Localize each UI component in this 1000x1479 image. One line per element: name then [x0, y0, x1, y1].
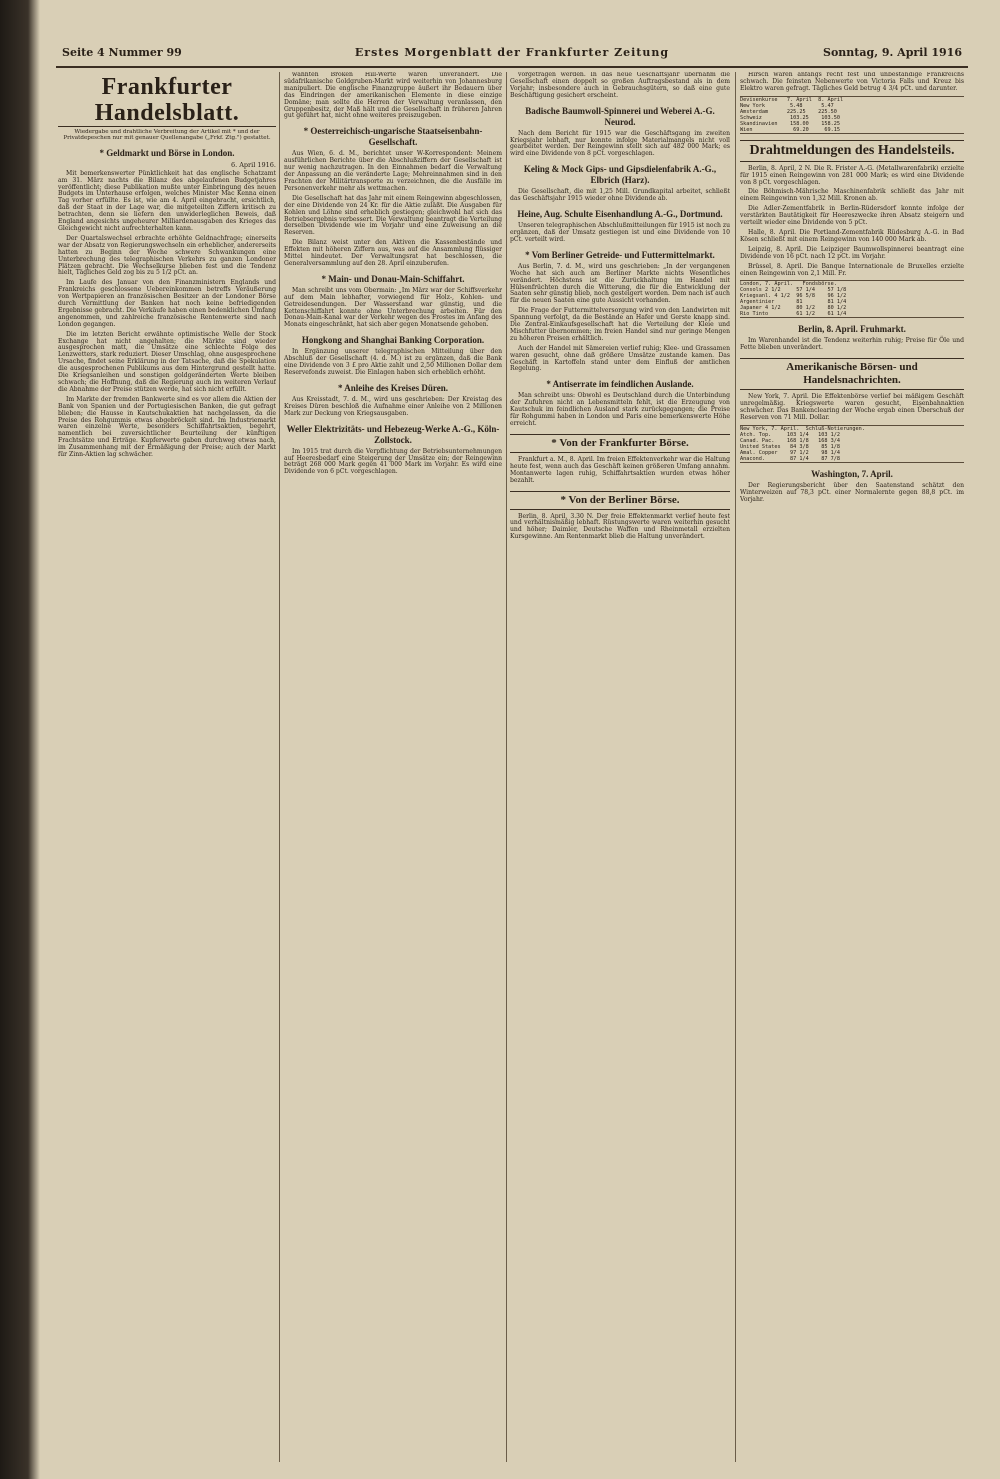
masthead-note: Wiedergabe und drahtliche Verbreitung der Artikel mit * und der Privatdepeschen nur mit genauer Quellenangabe („Frkf. Ztg.") gestattet.	[63, 129, 271, 142]
edition-title: Erstes Morgenblatt der Frankfurter Zeitung	[354, 46, 670, 59]
article-paragraph: Man schreibt uns vom Obermain: „Im März war der Schiffsverkehr auf dem Main lebhafter, vorwiegend für Holz-, Kohlen- und Getreidesendungen. Der Wasserstand war günstig, und die Kettenschiffahrt konnte ohne Unterbrechung arbeiten. Für den Donau-Main-Kanal war der Verkehr wegen des Frostes im Anfang des Monats eingeschränkt, hat sich aber gegen Monatsende gehoben.	[284, 286, 502, 329]
article-headline: * Anleihe des Kreises Düren.	[338, 382, 448, 393]
article-headline: * Antiserrate im feindlichen Auslande.	[546, 379, 694, 390]
article-paragraph: Mit bemerkenswerter Pünktlichkeit hat das englische Schatzamt am 31. März nachts die Bilanz des abgelaufenen Budgetjahres veröffentlicht; diese Publikation mußte unter Einbringung des neuen Budgets im Unterhause erfolgen, welches Minister Mac Kenna einen Tag vorher erfüllte. Es ist, wie am 4. April eingebracht, ersichtlich, daß der Staat in der Lage war, die mitgeteilten Ziffern kritisch zu betrachten, denn sie liefern den unwiderleglichen Beweis, daß England angesichts ungeheurer Milliardenausgaben des Krieges das Gleichgewicht nicht aufrechterhalten kann.	[58, 169, 276, 232]
article-paragraph: Der Quartalswechsel erbrachte erhöhte Geldnachfrage; einerseits war der Absatz von Regierungswechseln ein erheblicher, andererseits hatten zu Beginn der Woche schwere Schwankungen eine Unterbrechung des telegraphischen Verkehrs zu ganzen Londoner Plätzen gebracht. Die Wechselkurse blieben fest und die Tendenz hielt, Tägliches Geld zog bis zu 5 1/2 pCt. an.	[58, 234, 276, 277]
article-paragraph: Berlin, 8. April, 3.30 N. Der freie Effektenmarkt verlief heute fest und verhältnismäßig lebhaft. Rüstungswerte waren weiterhin gesucht und höher; Daimler, Deutsche Waffen und Rheinmetall erzielten Kursgewinne. Am Rentenmarkt blieb die Haltung unverändert.	[510, 512, 730, 541]
article-headline: Weller Elektrizitäts- und Hebezeug-Werke A.-G., Köln-Zollstock.	[286, 423, 500, 445]
article-paragraph: Aus Kreisstadt, 7. d. M., wird uns geschrieben: Der Kreistag des Kreises Düren beschloß die Aufnahme einer Anleihe von 2 Millionen Mark zur Deckung von Kriegsausgaben.	[284, 395, 502, 417]
issue-date: Sonntag, 9. April 1916	[823, 46, 962, 59]
section-heading: * Von der Berliner Börse.	[510, 491, 730, 510]
article-paragraph: Die im letzten Bericht erwähnte optimistische Welle der Stock Exchange hat nicht angehalten; die Märkte sind wieder ausgesprochen matt, die Umsätze eine schlechte Folge des Lenzwetters, stark reduziert. Dieser Umschlag, ohne ausgesprochene Ursache, findet seine Erklärung in der Tatsache, daß die Spekulation die ausgesprochenen Publikums aus dem Hintergrund gestellt hatte. Die Kriegsanleihen und sonstigen goldgeränderten Werte bleiben schwach; die Hoffnung, daß die Regierung auch im weiteren Verlauf die Abnahme der Preise stützen werde, hat sich nicht erfüllt.	[58, 330, 276, 393]
article-headline: Washington, 7. April.	[811, 468, 893, 479]
column-2	[284, 72, 502, 1467]
article-paragraph: New York, 7. April. Die Effektenbörse verlief bei mäßigem Geschäft unregelmäßig. Kriegswerte waren gesucht, Eisenbahnaktien schwächer. Das Bankenclearing der Woche ergab einen Überschuß der Reserven von 71 Mill. Dollar.	[740, 393, 964, 421]
article-paragraph: Man schreibt uns: Obwohl es Deutschland durch die Unterbindung der Zufuhren nicht an Lebensmitteln fehlt, ist die Erzeugung von Kautschuk im feindlichen Ausland stark zurückgegangen; die Preise für Rohgummi haben in London und Paris eine bemerkenswerte Höhe erreicht.	[510, 392, 730, 427]
article-paragraph: vorgetragen werden. In das neue Geschäftsjahr übernahm die Gesellschaft einen doppelt so großen Auftragsbestand als in dem Vorjahr; insbesondere auch in Gebrauchsgütern, so daß eine gute Beschäftigung gesichert erscheint.	[510, 72, 730, 99]
article-paragraph: Im Markte der fremden Bankwerte sind es vor allem die Aktien der Bank von Spanien und der Portugiesischen Banken, die gut gefragt blieben; die Hausse in Kautschukaktien hat nachgelassen, da die Preise des Rohgummis etwas abgebröckelt sind. Im Industriemarkt waren einzelne Werte, besonders Schiffahrtsaktien, begehrt, namentlich bei zuversichtlicher Beurteilung der künftigen Frachtsätze und Erträge. Kupferwerte gaben durchweg etwas nach, im Zusammenhang mit der Ermäßigung der Preise; auch der Markt für Zinn-Aktien lag schwächer.	[58, 395, 276, 459]
section-heading: Drahtmeldungen des Handelsteils.	[740, 140, 964, 162]
article-paragraph: Brüssel, 8. April. Die Banque Internationale de Bruxelles erzielte einen Reingewinn von 2,1 Mill. Fr.	[740, 262, 964, 277]
article-paragraph: Aus Berlin, 7. d. M., wird uns geschrieben: „In der vergangenen Woche hat sich auch am Berliner Markte nichts Wesentliches verändert. Höchstens ist die Zurückhaltung im Handel mit Hülsenfrüchten durch die Witterung, die für die Entwicklung der Saaten sehr günstig blieb, noch gesteigert worden. Dem nach ist auch für die neuen Saaten eine gute Aussicht vorhanden.	[510, 262, 730, 305]
london-fonds-table: London, 7. April. Fondsbörse. Consols 2 1/2 57 1/4 57 1/8 Kriegsanl. 4 1/2 96 5/8 96 1/2 Argentinier 81 81 1/4 Japaner 4 1/2 80 1/2 80 1/2 Rio Tinto 61 1/2 61 1/4	[740, 280, 964, 318]
column-4	[740, 72, 964, 1467]
article-paragraph: Die Bilanz weist unter den Aktiven die Kassenbestände und Effekten mit höheren Ziffern aus, was auf die Ansammlung flüssiger Mittel hindeutet. Der Verwaltungsrat hat beschlossen, die Generalversammlung auf den 28. April einzuberufen.	[284, 239, 502, 267]
page-number: Seite 4 Nummer 99	[62, 46, 182, 59]
section-heading: Amerikanische Börsen- und Handelsnachrichten.	[740, 358, 964, 390]
article-headline: Keling & Mock Gips- und Gipsdielenfabrik A.-G., Elbrich (Harz).	[523, 164, 717, 186]
article-paragraph: Die Gesellschaft hat das Jahr mit einem Reingewinn abgeschlossen, der eine Dividende von 24 Kr. für die Aktie zuläßt. Die Ausgaben für Kohlen und Löhne sind erheblich gestiegen; gleichwohl hat sich das Betriebsergebnis verbessert. Die Verwaltung beantragt die Verteilung derselben Dividende wie im Vorjahr und eine Zuweisung an die Reserven.	[284, 194, 502, 237]
article-paragraph: Nach dem Bericht für 1915 war die Geschäftsgang im zweiten Kriegsjahr lebhaft, nur konnte infolge Materialmangels nicht voll gearbeitet werden. Der Reingewinn stellt sich auf 482 000 Mark; es wird eine Dividende von 8 pCt. vorgeschlagen.	[510, 129, 730, 158]
article-headline: * Main- und Donau-Main-Schiffahrt.	[321, 273, 465, 284]
article-paragraph: Berlin, 8. April, 2 N. Die R. Frister A.-G. (Metallwarenfabrik) erzielte für 1915 einen Reingewinn von 281 000 Mark; es wird eine Dividende von 8 pCt. vorgeschlagen.	[740, 164, 964, 186]
page-binding-edge	[0, 0, 40, 1479]
column-rule	[735, 72, 736, 1462]
article-date: 6. April 1916.	[230, 160, 276, 169]
article-headline: * Geldmarkt und Börse in London.	[99, 147, 235, 158]
article-headline: * Oesterreichisch-ungarische Staatseisenbahn-Gesellschaft.	[303, 126, 483, 148]
column-1	[58, 72, 276, 1467]
article-paragraph: Frankfurt a. M., 8. April. Im freien Effektenverkehr war die Haltung heute fest, wenn auch das Geschäft keinen größeren Umfang annahm. Montanwerte lagen ruhig, Schiffahrtsaktien wurden etwas höher bezahlt.	[510, 455, 730, 484]
article-headline: Heine, Aug. Schulte Eisenhandlung A.-G., Dortmund.	[517, 209, 723, 220]
column-rule	[506, 72, 507, 1462]
article-paragraph: Der Regierungsbericht über den Saatenstand schätzt den Winterweizen auf 78,3 pCt. einer Normalernte gegen 88,8 pCt. im Vorjahr.	[740, 481, 964, 503]
column-rule	[279, 72, 280, 1462]
article-paragraph: Aus Wien, 6. d. M., berichtet unser W-Korrespondent: Meinem ausführlichen Berichte über die Abschlußziffern der Gesellschaft ist nur wenig nachzutragen. In den Einnahmen bedarf die Verwaltung der Anpassung an die veränderte Lage; Mehreinnahmen sind in den Frachten der Militärtransporte zu verzeichnen, die die Ausfälle im Personenverkehr mehr als wettmachen.	[284, 150, 502, 192]
article-paragraph: In Ergänzung unserer telegraphischen Mitteilung über den Abschluß der Gesellschaft (4. d. M.) ist zu ergänzen, daß die Bank eine Dividende von 3 £ pro Aktie zahlt und 2,50 Millionen Dollar dem Reservefonds zuweist. Die Einlagen haben sich erheblich erhöht.	[284, 348, 502, 376]
article-paragraph: Im Warenhandel ist die Tendenz weiterhin ruhig; Preise für Öle und Fette blieben unverändert.	[740, 337, 964, 352]
article-headline: Berlin, 8. April. Fruhmarkt.	[798, 324, 906, 335]
article-headline: Hongkong and Shanghai Banking Corporation.	[301, 335, 485, 346]
article-paragraph: Auch der Handel mit Sämereien verlief ruhig; Klee- und Grassamen waren gesucht, ohne daß größere Umsätze zustande kamen. Das Geschäft in Kartoffeln stand unter dem Einfluß der amtlichen Regelung.	[510, 344, 730, 373]
article-paragraph: Die Adler-Zementfabrik in Berlin-Rüdersdorf konnte infolge der verstärkten Bautätigkeit für Heereszwecke ihren Absatz steigern und verteilt wieder eine Dividende von 5 pCt.	[740, 205, 964, 227]
exchange-rate-table: Devisenkurse 7. April 8. April New York 5.48 5.47 Amsterdam 225.25 225.50 Schweiz 103.25 103.50 Skandinavien 158.00 158.25 Wien 69.20 69.15	[740, 96, 964, 134]
section-masthead: Frankfurter Handelsblatt.	[58, 74, 276, 127]
article-paragraph: Hirsch waren anfangs recht fest und unbeständige Frankreichs schwach. Die feinsten Nebenwerte von Victoria Falls und Kreuz bis Elektro waren gefragt. Tägliches Geld betrug 4 3/4 pCt. und darunter.	[740, 72, 964, 92]
section-heading: * Von der Frankfurter Börse.	[510, 434, 730, 453]
article-headline: Badische Baumwoll-Spinnerei und Weberei A.-G. Neurod.	[525, 105, 715, 127]
article-paragraph: Im 1915 trat durch die Verpflichtung der Betriebsunternehmungen auf Heeresbedarf eine Steigerung der Umsätze ein; der Reingewinn beträgt 268 000 Mark gegen 41 000 Mark im Vorjahr. Es wird eine Dividende von 6 pCt. vorgeschlagen.	[284, 447, 502, 476]
new-york-quotes-table: New York, 7. April. Schluß-Notierungen. Atch. Top. 103 1/4 103 1/2 Canad. Pac. 168 1/8 168 3/4 United States 84 3/8 85 1/8 Amal. Copper 97 1/2 98 1/4 Anacond. 87 1/4 87 7/8	[740, 425, 964, 463]
article-paragraph: Unseren telegraphischen Abschlußmitteilungen für 1915 ist noch zu ergänzen, daß der Umsatz gestiegen ist und eine Dividende von 10 pCt. verteilt wird.	[510, 222, 730, 243]
column-3	[510, 72, 730, 1467]
article-paragraph: Die Gesellschaft, die mit 1,25 Mill. Grundkapital arbeitet, schließt das Geschäftsjahr 1915 wieder ohne Dividende ab.	[510, 188, 730, 203]
article-headline: * Vom Berliner Getreide- und Futtermittelmarkt.	[525, 249, 715, 260]
article-paragraph: wähnten Broken Hill-Werte waren unverändert. Die südafrikanische Goldgruben-Markt wird weiterhin von Johannesburg manipuliert. Die englische Finanzgruppe äußert ihr Bedauern über das Eindringen der amerikanischen Elemente in diese einzige Domäne; man sollte die Herren der Verwaltung veranlassen, den Gruppenbesitz, der Maß hält und die Gesellschaft in früheren Jahren gut geführt hat, nicht ohne weiteres preiszugeben.	[284, 72, 502, 120]
page-header	[56, 44, 968, 68]
article-paragraph: Im Laufe des Januar von den Finanzministern Englands und Frankreichs geschlossene Uebereinkommen betreffs Veräußerung von Wertpapieren an französischen Besitzer an der Londoner Börse durch Vermittlung der Banken hat noch keine befriedigenden Ergebnisse gebracht. Die Verkäufe haben einen bedenklichen Umfang angenommen, und zahlreiche französische Rentenwerte sind nach London gegangen.	[58, 279, 276, 328]
article-paragraph: Die Böhmisch-Mährische Maschinenfabrik schließt das Jahr mit einem Reingewinn von 1,32 Mill. Kronen ab.	[740, 188, 964, 203]
article-paragraph: Die Frage der Futtermittelversorgung wird von den Landwirten mit Spannung verfolgt, da die Bestände an Hafer und Gerste knapp sind. Die Zentral-Einkaufsgesellschaft hat die Verteilung der Kleie und Mischfutter übernommen; im freien Handel sind nur geringe Mengen zu höheren Preisen erhältlich.	[510, 307, 730, 342]
article-paragraph: Leipzig, 8. April. Die Leipziger Baumwollspinnerei beantragt eine Dividende von 16 pCt. nach 12 pCt. im Vorjahr.	[740, 245, 964, 260]
article-paragraph: Halle, 8. April. Die Portland-Zementfabrik Rüdesburg A.-G. in Bad Kösen schließt mit einem Reingewinn von 140 000 Mark ab.	[740, 228, 964, 243]
